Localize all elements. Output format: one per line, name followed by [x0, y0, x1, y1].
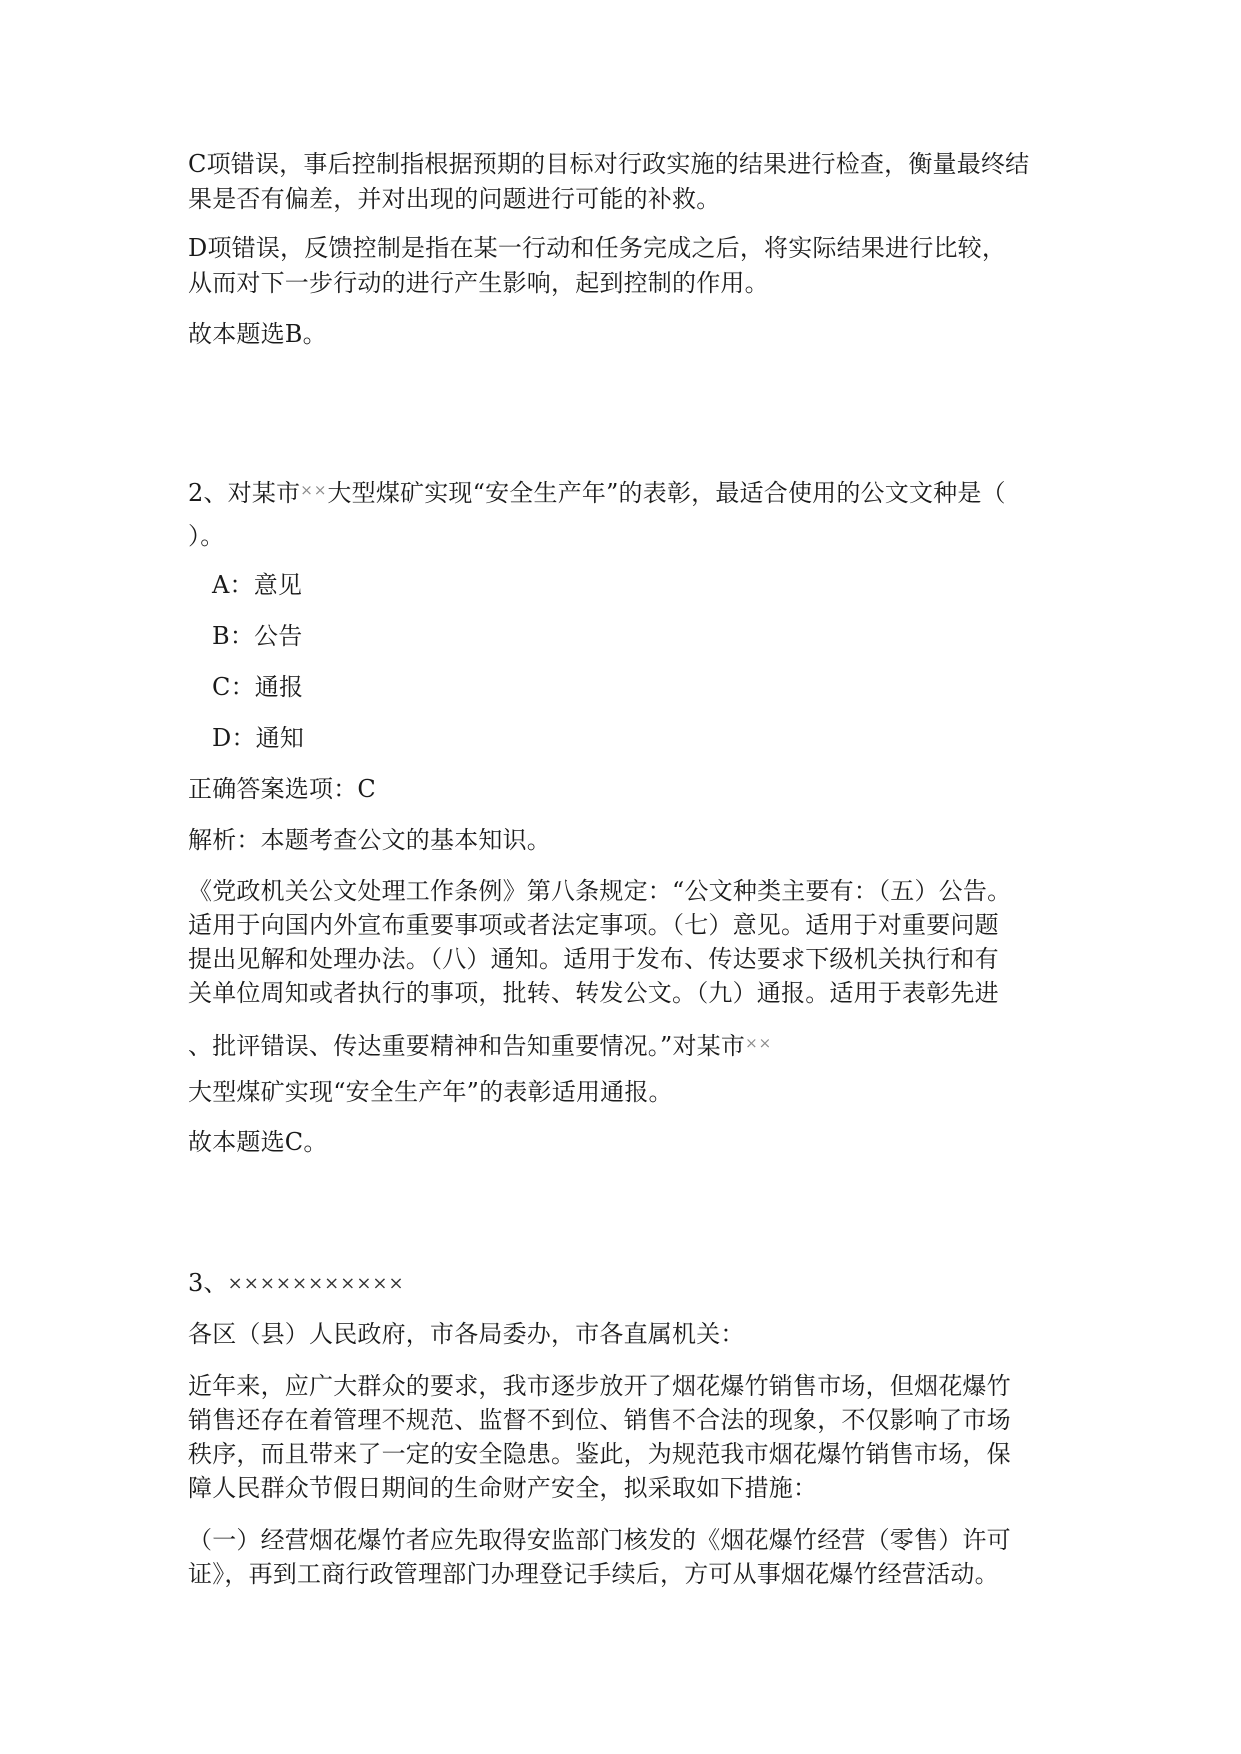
placeholder-marks: ×× [300, 481, 328, 499]
question-3-para-2-line-1: （一）经营烟花爆竹者应先取得安监部门核发的《烟花爆竹经营（零售）许可 [188, 1526, 1011, 1554]
option-c-explanation-line-1: C项错误，事后控制指根据预期的目标对行政实施的结果进行检查，衡量最终结 [188, 150, 1030, 178]
question-2-answer: 正确答案选项：C [188, 775, 376, 803]
question-2-conclusion: 故本题选C。 [188, 1128, 328, 1156]
question-1-conclusion: 故本题选B。 [188, 320, 327, 348]
question-3-para-1-line-4: 障人民群众节假日期间的生命财产安全，拟采取如下措施： [188, 1474, 818, 1502]
placeholder-marks: ×× [745, 1034, 773, 1052]
question-2-analysis-heading: 解析：本题考查公文的基本知识。 [188, 826, 551, 854]
question-2-quote-line-4: 关单位周知或者执行的事项，批转、转发公文。（九）通报。适用于表彰先进 [188, 979, 999, 1007]
question-3-para-2-line-2: 证》，再到工商行政管理部门办理登记手续后，方可从事烟花爆竹经营活动。 [188, 1560, 999, 1588]
question-2-stem-line-1 [188, 474, 1006, 509]
question-3-para-1-line-3: 秩序，而且带来了一定的安全隐患。鉴此，为规范我市烟花爆竹销售市场，保 [188, 1440, 1011, 1468]
question-2-stem-end: 大型煤矿实现“安全生产年”的表彰，最适合使用的公文文种是（ [327, 479, 1006, 507]
question-2-quote-line-5 [188, 1027, 772, 1062]
question-3-para-1-line-2: 销售还存在着管理不规范、监督不到位、销售不合法的现象，不仅影响了市场 [188, 1406, 1011, 1434]
question-2-option-b: B：公告 [212, 622, 303, 650]
question-2-stem-line-2: ）。 [188, 522, 225, 550]
question-3-title [188, 1267, 405, 1300]
option-d-explanation-line-2: 从而对下一步行动的进行产生影响，起到控制的作用。 [188, 269, 769, 297]
question-2-stem-start: 2、对某市 [188, 479, 301, 507]
question-2-quote-line-5-text: 、批评错误、传达重要精神和告知重要情况。”对某市 [188, 1032, 746, 1060]
question-3-addressee: 各区（县）人民政府，市各局委办，市各直属机关： [188, 1320, 745, 1348]
question-3-para-1-line-1: 近年来，应广大群众的要求，我市逐步放开了烟花爆竹销售市场，但烟花爆竹 [188, 1372, 1011, 1400]
placeholder-marks: ××××××××××× [227, 1273, 405, 1294]
question-2-option-a: A：意见 [212, 571, 303, 599]
question-2-option-c: C：通报 [212, 673, 304, 701]
option-d-explanation-line-1: D项错误，反馈控制是指在某一行动和任务完成之后，将实际结果进行比较， [188, 234, 1007, 262]
option-c-explanation-line-2: 果是否有偏差，并对出现的问题进行可能的补救。 [188, 185, 721, 213]
question-2-quote-line-2: 适用于向国内外宣布重要事项或者法定事项。（七）意见。适用于对重要问题 [188, 911, 999, 939]
question-2-quote-line-1: 《党政机关公文处理工作条例》第八条规定：“公文种类主要有：（五）公告。 [188, 877, 1012, 905]
question-2-option-d: D：通知 [212, 724, 305, 752]
question-2-quote-line-3: 提出见解和处理办法。（八）通知。适用于发布、传达要求下级机关执行和有 [188, 945, 999, 973]
question-3-number: 3、 [188, 1269, 228, 1297]
question-2-quote-line-6: 大型煤矿实现“安全生产年”的表彰适用通报。 [188, 1078, 673, 1106]
